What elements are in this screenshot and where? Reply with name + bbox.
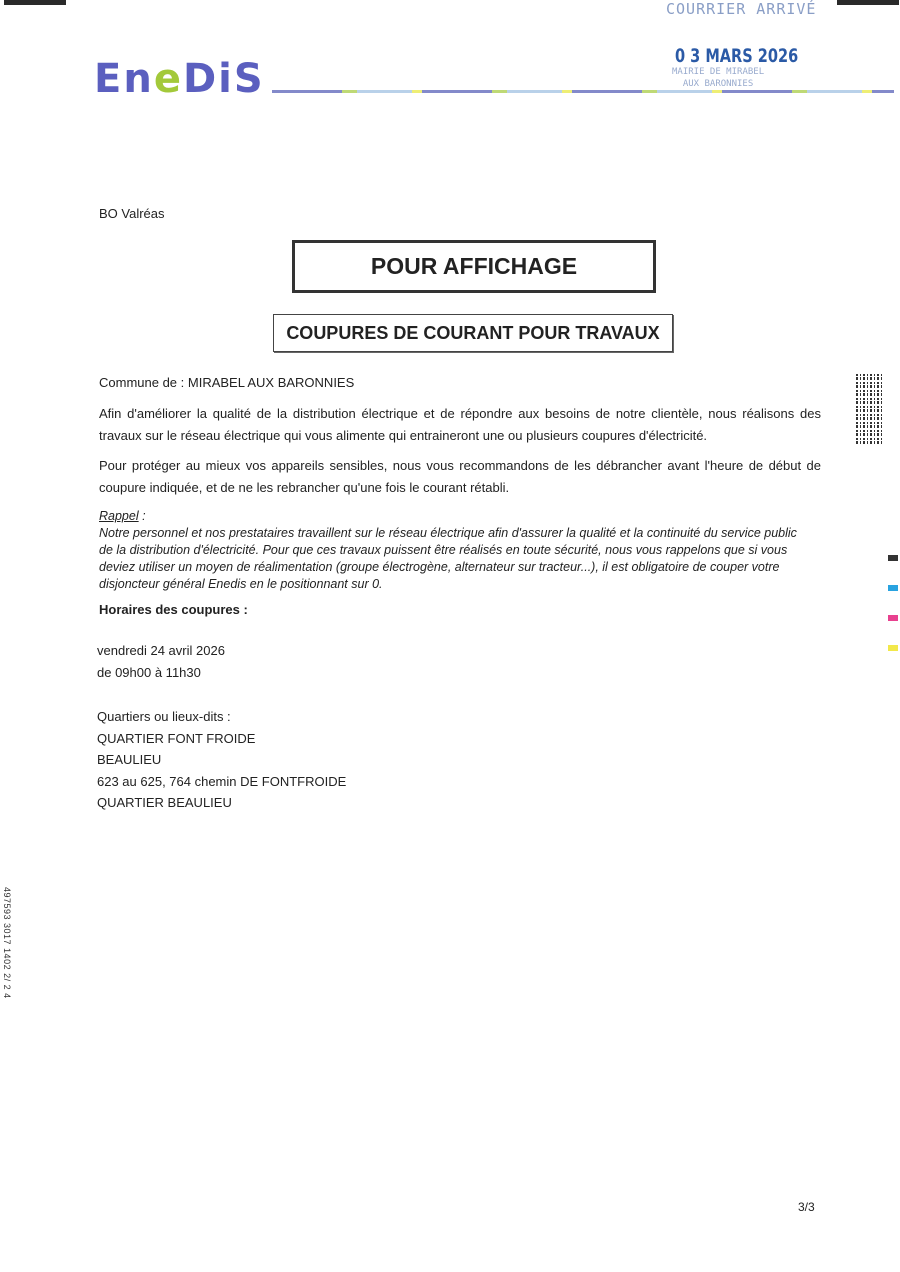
- stamp-sub-line-1: MAIRIE DE MIRABEL: [672, 67, 765, 77]
- subtitle-box: [273, 314, 673, 352]
- logo-part-dis: DiS: [182, 56, 265, 102]
- subtitle: COUPURES DE COURANT POUR TRAVAUX: [286, 322, 660, 343]
- quartiers-label: Quartiers ou lieux-dits :: [97, 709, 231, 724]
- poster-title: POUR AFFICHAGE: [370, 253, 578, 279]
- color-swatch-magenta: [888, 615, 898, 621]
- logo-part-en: En: [94, 56, 154, 102]
- color-swatch-yellow: [888, 645, 898, 651]
- side-reference-code: 497593 3017 1402 2/ 2 4: [2, 887, 12, 999]
- header-divider: [272, 90, 894, 93]
- quartier-item: QUARTIER FONT FROIDE: [97, 731, 256, 746]
- color-swatch-black: [888, 555, 898, 561]
- horaires-title: Horaires des coupures :: [99, 602, 248, 617]
- color-swatch-cyan: [888, 585, 898, 591]
- office-name: BO Valréas: [99, 206, 165, 221]
- scan-mark-right: [837, 0, 899, 5]
- scan-mark-left: [4, 0, 66, 5]
- datamatrix-code: [856, 372, 882, 444]
- outage-time: de 09h00 à 11h30: [97, 665, 201, 680]
- advice-paragraph: Pour protéger au mieux vos appareils sensibles, nous vous recommandons de les débrancher avant l'heure de début de coupure indiquée, et de ne les rebrancher qu'une fois le courant rétabli.: [99, 458, 821, 495]
- rappel-label: Rappel: [99, 509, 139, 523]
- intro-paragraph: Afin d'améliorer la qualité de la distribution électrique et de répondre aux besoins de notre clientèle, nous réalisons des travaux sur le réseau électrique qui vous alimente qui entraineront une ou plusieurs coupures d'électricité.: [99, 406, 821, 443]
- outage-date: vendredi 24 avril 2026: [97, 643, 225, 658]
- stamp-date: 0 3 MARS 2026: [675, 45, 799, 67]
- stamp-sub-line-2: AUX BARONNIES: [682, 79, 754, 89]
- quartier-item: BEAULIEU: [97, 752, 162, 767]
- rappel-section: Rappel : Notre personnel et nos prestataires travaillent sur le réseau électrique afin d'assurer la qualité et la continuité du service public de la distribution d'électricité. Pour que ces travaux puissent être réalisés en toute sécurité, nous vous rappelons que si vous deviez utiliser un moyen de réalimentation (groupe électrogène, alternateur sur tracteur...), il est obligatoire de couper votre disjoncteur général Enedis en le positionnant sur 0.: [99, 509, 797, 591]
- poster-title-box: [292, 240, 656, 293]
- stamp-mairie: [672, 66, 764, 90]
- stamp-courrier: COURRIER ARRIVÉ: [666, 0, 817, 18]
- commune: Commune de : MIRABEL AUX BARONNIES: [99, 375, 355, 390]
- quartier-item: 623 au 625, 764 chemin DE FONTFROIDE: [97, 774, 347, 789]
- logo-part-e: e: [153, 56, 183, 102]
- quartier-item: QUARTIER BEAULIEU: [97, 795, 232, 810]
- rappel-text: Notre personnel et nos prestataires travaillent sur le réseau électrique afin d'assurer la qualité et la continuité du service public de la distribution d'électricité. Pour que ces travaux puissent être réalisés en toute sécurité, nous vous rappelons que si vous deviez utiliser un moyen de réalimentation (groupe électrogène, alternateur sur tracteur...), il est obligatoire de couper votre disjoncteur général Enedis en le positionnant sur 0.: [99, 526, 797, 591]
- enedis-logo: [94, 55, 265, 103]
- page-number: 3/3: [798, 1200, 815, 1214]
